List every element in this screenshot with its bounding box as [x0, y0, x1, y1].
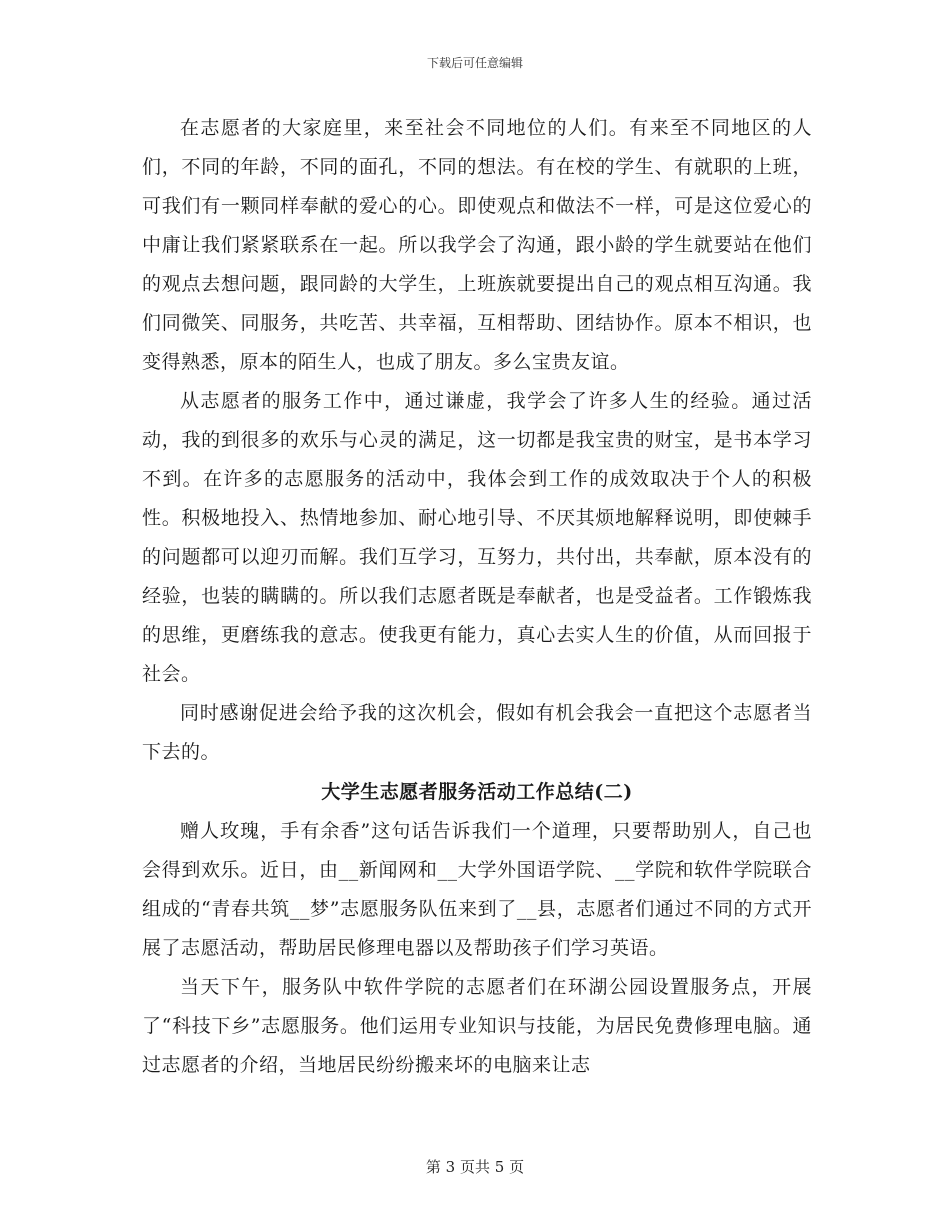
page-number: 第 3 页共 5 页 — [425, 1158, 525, 1176]
paragraph: 赠人玫瑰，手有余香”这句话告诉我们一个道理，只要帮助别人，自己也会得到欢乐。近日，由__新闻网和__大学外国语学院、__学院和软件学院联合组成的“青春共筑__梦”志愿服务队伍来到了__县，志愿者们通过不同的方式开展了志愿活动，帮助居民修理电器以及帮助孩子们学习英语。 — [142, 820, 812, 959]
paragraph: 同时感谢促进会给予我的这次机会，假如有机会我会一直把这个志愿者当下去的。 — [142, 702, 812, 763]
document-body — [142, 109, 812, 1085]
paragraph: 从志愿者的服务工作中，通过谦虚，我学会了许多人生的经验。通过活动，我的到很多的欢乐与心灵的满足，这一切都是我宝贵的财宝，是书本学习不到。在许多的志愿服务的活动中，我体会到工作的成效取决于个人的积极性。积极地投入、热情地参加、耐心地引导、不厌其烦地解释说明，即使棘手的问题都可以迎刃而解。我们互学习，互努力，共付出，共奉献，原本没有的经验，也装的瞒瞒的。所以我们志愿者既是奉献者，也是受益者。工作锻炼我的思维，更磨练我的意志。使我更有能力，真心去实人生的价值，从而回报于社会。 — [142, 390, 812, 685]
page-header: 下载后可任意编辑 — [426, 56, 523, 70]
section-title: 大学生志愿者服务活动工作总结(二) — [321, 781, 633, 803]
paragraph: 当天下午，服务队中软件学院的志愿者们在环湖公园设置服务点，开展了“科技下乡”志愿服务。他们运用专业知识与技能，为居民免费修理电脑。通过志愿者的介绍，当地居民纷纷搬来坏的电脑来让志 — [142, 976, 812, 1076]
paragraph: 在志愿者的大家庭里，来至社会不同地位的人们。有来至不同地区的人们，不同的年龄，不同的面孔，不同的想法。有在校的学生、有就职的上班，可我们有一颗同样奉献的爱心的心。即使观点和做法不一样，可是这位爱心的中庸让我们紧紧联系在一起。所以我学会了沟通，跟小龄的学生就要站在他们的观点去想问题，跟同龄的大学生，上班族就要提出自己的观点相互沟通。我们同微笑、同服务，共吃苦、共幸福，互相帮助、团结协作。原本不相识，也变得熟悉，原本的陌生人，也成了朋友。多么宝贵友谊。 — [142, 117, 812, 373]
